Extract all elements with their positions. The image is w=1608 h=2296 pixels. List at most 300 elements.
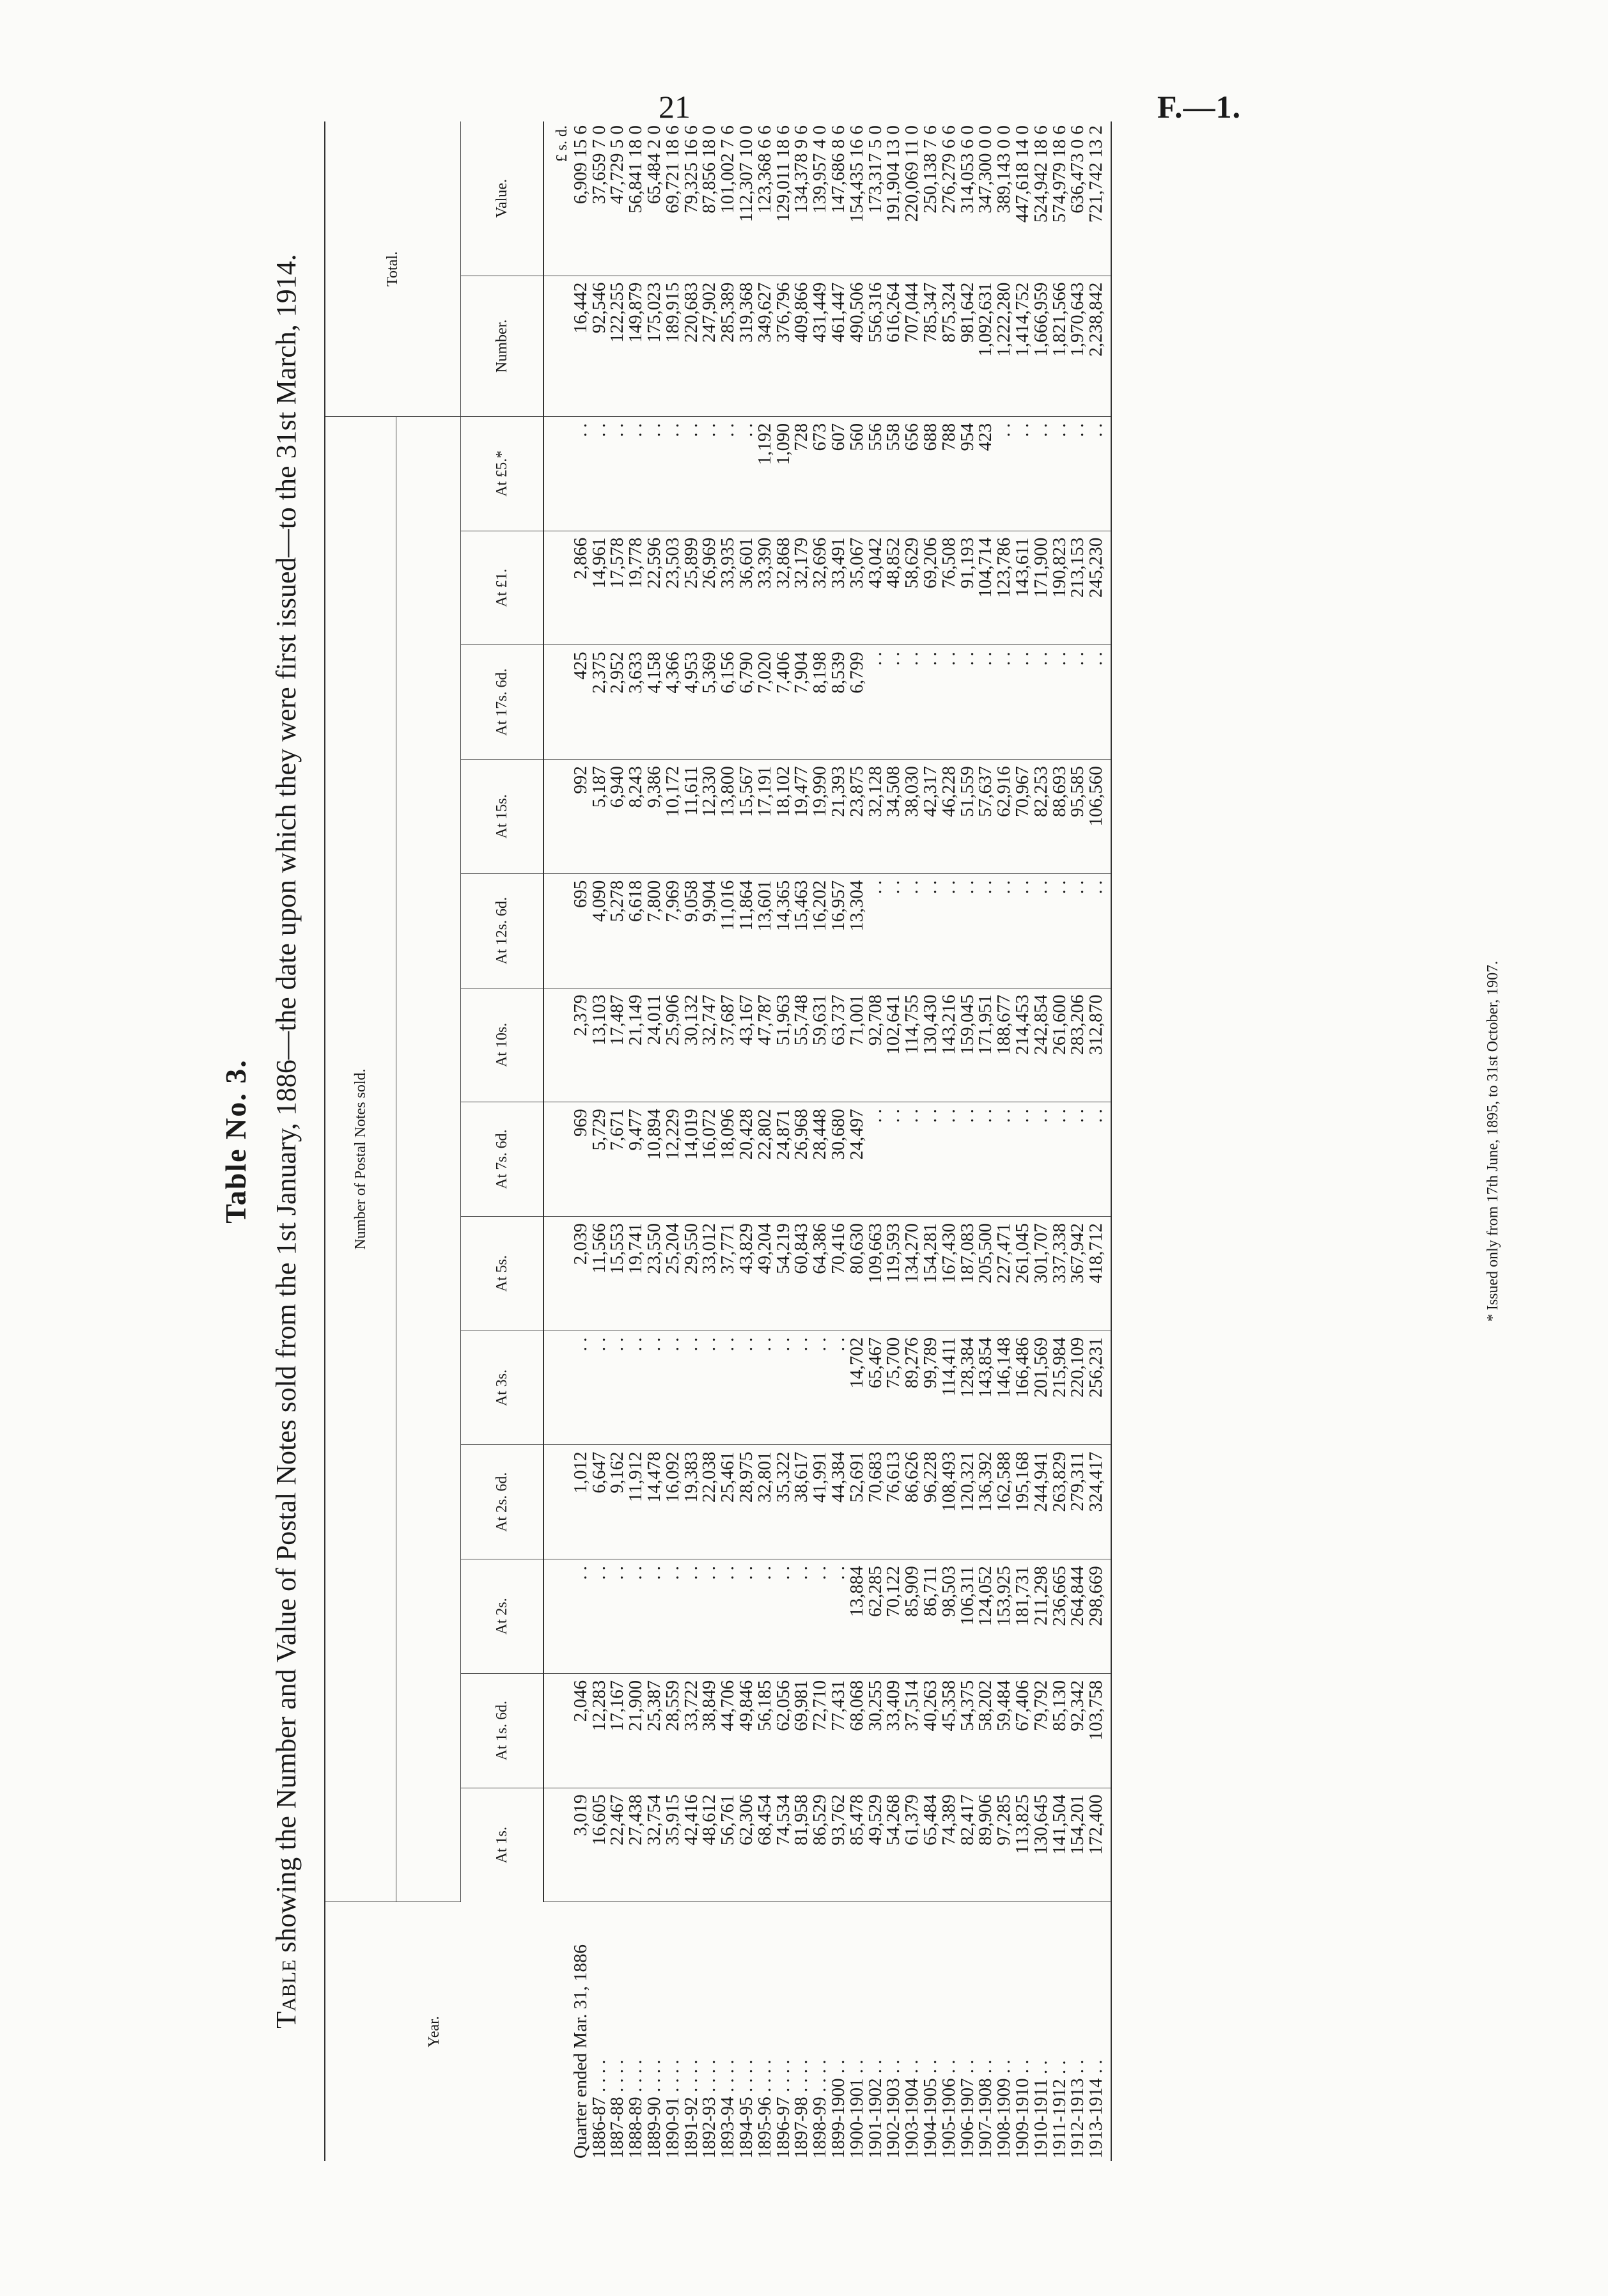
- count-cell: . .: [700, 1331, 719, 1445]
- count-cell: . .: [1032, 873, 1050, 988]
- count-cell: 68,454: [756, 1788, 774, 1902]
- count-cell: 28,975: [737, 1445, 756, 1559]
- count-cell: 143,216: [940, 988, 958, 1102]
- value-units: £ s. d.: [543, 121, 572, 276]
- count-cell: 969: [572, 1102, 590, 1217]
- count-cell: 175,023: [645, 276, 664, 416]
- count-cell: 211,298: [1032, 1559, 1050, 1674]
- count-cell: 607: [829, 416, 848, 531]
- table-row: [737, 121, 756, 2161]
- count-cell: 4,366: [664, 645, 682, 760]
- year-cell: Quarter ended Mar. 31, 1886: [570, 1944, 591, 2159]
- count-cell: 25,387: [645, 1673, 664, 1788]
- count-cell: . .: [1050, 416, 1069, 531]
- value-cell: 173,317 5 0: [866, 121, 885, 276]
- count-cell: . .: [608, 416, 627, 531]
- count-cell: 64,386: [811, 1216, 829, 1331]
- count-cell: . .: [995, 1102, 1013, 1217]
- count-cell: . .: [995, 416, 1013, 531]
- count-cell: 17,487: [608, 988, 627, 1102]
- count-cell: 77,431: [829, 1673, 848, 1788]
- count-cell: . .: [884, 873, 903, 988]
- count-cell: . .: [627, 1559, 645, 1674]
- count-cell: . .: [719, 416, 737, 531]
- count-cell: . .: [719, 1331, 737, 1445]
- table-row: [719, 121, 737, 2161]
- count-cell: 35,915: [664, 1788, 682, 1902]
- count-cell: 82,253: [1032, 760, 1050, 874]
- count-cell: 189,915: [664, 276, 682, 416]
- table-row: [682, 121, 701, 2161]
- count-cell: 7,020: [756, 645, 774, 760]
- col-header: At 2s.: [461, 1559, 544, 1674]
- count-cell: 9,904: [700, 873, 719, 988]
- count-cell: . .: [1087, 873, 1111, 988]
- year-cell: 1891-92 . . . .: [680, 2059, 701, 2159]
- count-cell: 104,714: [976, 531, 995, 645]
- count-cell: 93,762: [829, 1788, 848, 1902]
- year-cell: 1897-98 . . . .: [791, 2059, 812, 2159]
- count-cell: 409,866: [792, 276, 811, 416]
- count-cell: 20,428: [737, 1102, 756, 1217]
- count-cell: . .: [866, 645, 885, 760]
- col-header: At £5.*: [461, 416, 544, 531]
- count-cell: 12,330: [700, 760, 719, 874]
- count-cell: 6,790: [737, 645, 756, 760]
- table-row: [792, 121, 811, 2161]
- count-cell: 38,849: [700, 1673, 719, 1788]
- count-cell: . .: [903, 1102, 921, 1217]
- count-cell: 70,967: [1013, 760, 1032, 874]
- col-header: At 12s. 6d.: [461, 873, 544, 988]
- year-cell: 1898-99 . . . .: [809, 2059, 831, 2159]
- count-cell: 285,389: [719, 276, 737, 416]
- year-cell: 1889-90 . . . .: [643, 2059, 664, 2159]
- count-cell: 9,058: [682, 873, 701, 988]
- table-row: [572, 121, 590, 2161]
- table-caption: [270, 109, 302, 2174]
- value-cell: 389,143 0 0: [995, 121, 1013, 276]
- count-cell: . .: [682, 416, 701, 531]
- year-cell: 1910-1911 . .: [1030, 2060, 1051, 2159]
- count-cell: 89,906: [976, 1788, 995, 1902]
- count-cell: 1,092,631: [976, 276, 995, 416]
- col-header: At 10s.: [461, 988, 544, 1102]
- count-cell: 7,969: [664, 873, 682, 988]
- count-cell: 220,109: [1068, 1331, 1087, 1445]
- count-cell: 67,406: [1013, 1673, 1032, 1788]
- count-cell: 153,925: [995, 1559, 1013, 1674]
- count-cell: 41,991: [811, 1445, 829, 1559]
- count-cell: 1,821,566: [1050, 276, 1069, 416]
- count-cell: 44,706: [719, 1673, 737, 1788]
- count-cell: 134,270: [903, 1216, 921, 1331]
- count-cell: 560: [848, 416, 866, 531]
- count-cell: 187,083: [958, 1216, 977, 1331]
- count-cell: . .: [682, 1331, 701, 1445]
- count-cell: 69,981: [792, 1673, 811, 1788]
- count-cell: . .: [811, 1331, 829, 1445]
- count-cell: 875,324: [940, 276, 958, 416]
- count-cell: . .: [774, 1331, 793, 1445]
- count-cell: 17,167: [608, 1673, 627, 1788]
- count-cell: 8,243: [627, 760, 645, 874]
- count-cell: 24,011: [645, 988, 664, 1102]
- count-cell: 1,666,959: [1032, 276, 1050, 416]
- count-cell: 15,567: [737, 760, 756, 874]
- count-cell: 32,696: [811, 531, 829, 645]
- count-cell: 47,787: [756, 988, 774, 1102]
- value-cell: 524,942 18 6: [1032, 121, 1050, 276]
- col-header: At 2s. 6d.: [461, 1445, 544, 1559]
- count-cell: . .: [976, 1102, 995, 1217]
- count-cell: 45,358: [940, 1673, 958, 1788]
- count-cell: 28,559: [664, 1673, 682, 1788]
- count-cell: 12,283: [590, 1673, 609, 1788]
- caption-text: showing the Number and Value of Postal Notes sold from the 1st January, 1886—the date upon which they were first issued—to the 31st March, 1914.: [270, 254, 302, 1960]
- table-row: [884, 121, 903, 2161]
- count-cell: 461,447: [829, 276, 848, 416]
- value-cell: 314,053 6 0: [958, 121, 977, 276]
- count-cell: . .: [627, 1331, 645, 1445]
- col-header: At 1s. 6d.: [461, 1673, 544, 1788]
- count-cell: 81,958: [792, 1788, 811, 1902]
- count-cell: 19,741: [627, 1216, 645, 1331]
- count-cell: 236,665: [1050, 1559, 1069, 1674]
- count-cell: 195,168: [1013, 1445, 1032, 1559]
- count-cell: 71,001: [848, 988, 866, 1102]
- count-cell: 56,185: [756, 1673, 774, 1788]
- count-cell: 12,229: [664, 1102, 682, 1217]
- count-cell: 62,306: [737, 1788, 756, 1902]
- year-cell: 1901-1902 . .: [864, 2059, 886, 2159]
- count-cell: 85,909: [903, 1559, 921, 1674]
- table-row: [1013, 121, 1032, 2161]
- count-cell: 141,504: [1050, 1788, 1069, 1902]
- count-cell: 159,045: [958, 988, 977, 1102]
- count-cell: 149,879: [627, 276, 645, 416]
- count-cell: . .: [866, 873, 885, 988]
- year-cell: 1911-1912 . .: [1049, 2060, 1070, 2159]
- count-cell: 32,128: [866, 760, 885, 874]
- value-cell: 191,904 13 0: [884, 121, 903, 276]
- year-cell: 1906-1907 . .: [956, 2059, 978, 2159]
- count-cell: . .: [995, 873, 1013, 988]
- count-cell: 143,854: [976, 1331, 995, 1445]
- count-cell: . .: [1068, 1102, 1087, 1217]
- count-cell: 954: [958, 416, 977, 531]
- count-cell: 25,906: [664, 988, 682, 1102]
- count-cell: . .: [811, 1559, 829, 1674]
- count-cell: 76,508: [940, 531, 958, 645]
- year-cell: 1892-93 . . . .: [699, 2059, 720, 2159]
- count-cell: 256,231: [1087, 1331, 1111, 1445]
- table-row: [700, 121, 719, 2161]
- count-cell: 1,090: [774, 416, 793, 531]
- count-cell: 172,400: [1087, 1788, 1111, 1902]
- count-cell: 11,566: [590, 1216, 609, 1331]
- count-cell: 70,683: [866, 1445, 885, 1559]
- count-cell: 61,379: [903, 1788, 921, 1902]
- count-cell: 130,645: [1032, 1788, 1050, 1902]
- count-cell: . .: [1087, 416, 1111, 531]
- count-cell: 62,285: [866, 1559, 885, 1674]
- year-cell: 1902-1903 . .: [883, 2059, 904, 2159]
- col-header: At 3s.: [461, 1331, 544, 1445]
- count-cell: 431,449: [811, 276, 829, 416]
- count-cell: . .: [572, 1331, 590, 1445]
- count-cell: 49,204: [756, 1216, 774, 1331]
- count-cell: 14,961: [590, 531, 609, 645]
- count-cell: 65,484: [921, 1788, 940, 1902]
- count-cell: 49,846: [737, 1673, 756, 1788]
- count-cell: 1,012: [572, 1445, 590, 1559]
- count-cell: 22,038: [700, 1445, 719, 1559]
- table-row: [590, 121, 609, 2161]
- count-cell: . .: [976, 645, 995, 760]
- col-header: At 17s. 6d.: [461, 645, 544, 760]
- count-cell: . .: [1032, 1102, 1050, 1217]
- value-cell: 69,721 18 6: [664, 121, 682, 276]
- count-cell: 108,493: [940, 1445, 958, 1559]
- count-cell: 5,369: [700, 645, 719, 760]
- count-cell: 16,442: [572, 276, 590, 416]
- col-header: At 15s.: [461, 760, 544, 874]
- page-code: F.—1.: [1157, 89, 1241, 125]
- count-cell: 58,202: [976, 1673, 995, 1788]
- count-cell: 88,693: [1050, 760, 1069, 874]
- count-cell: 5,729: [590, 1102, 609, 1217]
- table-row: [866, 121, 885, 2161]
- count-cell: 6,647: [590, 1445, 609, 1559]
- count-cell: 54,268: [884, 1788, 903, 1902]
- count-cell: 49,529: [866, 1788, 885, 1902]
- count-cell: 301,707: [1032, 1216, 1050, 1331]
- count-cell: 102,641: [884, 988, 903, 1102]
- count-cell: . .: [995, 645, 1013, 760]
- count-cell: 33,935: [719, 531, 737, 645]
- value-cell: 112,307 10 0: [737, 121, 756, 276]
- count-cell: 14,702: [848, 1331, 866, 1445]
- count-cell: 1,192: [756, 416, 774, 531]
- count-cell: . .: [645, 1331, 664, 1445]
- count-cell: 556,316: [866, 276, 885, 416]
- count-cell: 242,854: [1032, 988, 1050, 1102]
- count-cell: 17,578: [608, 531, 627, 645]
- count-cell: 213,153: [1068, 531, 1087, 645]
- col-header: At 7s. 6d.: [461, 1102, 544, 1217]
- table-row: [940, 121, 958, 2161]
- year-cell: 1895-96 . . . .: [754, 2059, 775, 2159]
- count-cell: 18,096: [719, 1102, 737, 1217]
- count-cell: 154,201: [1068, 1788, 1087, 1902]
- year-cell: 1893-94 . . . .: [717, 2059, 738, 2159]
- count-cell: 42,416: [682, 1788, 701, 1902]
- value-cell: 447,618 14 0: [1013, 121, 1032, 276]
- count-cell: 6,799: [848, 645, 866, 760]
- count-cell: . .: [572, 1559, 590, 1674]
- count-cell: . .: [1087, 645, 1111, 760]
- count-cell: 43,829: [737, 1216, 756, 1331]
- count-cell: 25,461: [719, 1445, 737, 1559]
- total-number-header: Number.: [461, 276, 544, 416]
- count-cell: . .: [1013, 1102, 1032, 1217]
- value-cell: 87,856 18 0: [700, 121, 719, 276]
- count-cell: 58,629: [903, 531, 921, 645]
- footnote: * Issued only from 17th June, 1895, to 31st October, 1907.: [1485, 960, 1501, 1322]
- count-cell: . .: [590, 1331, 609, 1445]
- number-sold-header: Number of Postal Notes sold.: [325, 416, 396, 1902]
- count-cell: 190,823: [1050, 531, 1069, 645]
- count-cell: 97,285: [995, 1788, 1013, 1902]
- denomination-band: [396, 416, 461, 1902]
- count-cell: . .: [756, 1331, 774, 1445]
- count-cell: 96,228: [921, 1445, 940, 1559]
- count-cell: 33,012: [700, 1216, 719, 1331]
- count-cell: 261,045: [1013, 1216, 1032, 1331]
- count-cell: 245,230: [1087, 531, 1111, 645]
- count-cell: 1,414,752: [1013, 276, 1032, 416]
- table-row: [829, 121, 848, 2161]
- count-cell: 92,546: [590, 276, 609, 416]
- total-value-header: Value.: [461, 121, 544, 276]
- count-cell: 6,940: [608, 760, 627, 874]
- count-cell: 128,384: [958, 1331, 977, 1445]
- count-cell: 154,281: [921, 1216, 940, 1331]
- count-cell: . .: [608, 1559, 627, 1674]
- count-cell: 3,633: [627, 645, 645, 760]
- count-cell: 18,102: [774, 760, 793, 874]
- count-cell: . .: [1032, 645, 1050, 760]
- count-cell: 11,912: [627, 1445, 645, 1559]
- count-cell: 63,737: [829, 988, 848, 1102]
- count-cell: . .: [737, 1559, 756, 1674]
- year-cell: 1886-87 . . . .: [588, 2059, 609, 2159]
- count-cell: 95,585: [1068, 760, 1087, 874]
- count-cell: 349,627: [756, 276, 774, 416]
- count-cell: 143,611: [1013, 531, 1032, 645]
- count-cell: 556: [866, 416, 885, 531]
- count-cell: 2,379: [572, 988, 590, 1102]
- count-cell: 33,722: [682, 1673, 701, 1788]
- count-cell: . .: [627, 416, 645, 531]
- count-cell: 114,411: [940, 1331, 958, 1445]
- count-cell: 52,691: [848, 1445, 866, 1559]
- count-cell: 19,477: [792, 760, 811, 874]
- table-row: [903, 121, 921, 2161]
- count-cell: 33,390: [756, 531, 774, 645]
- count-cell: . .: [572, 416, 590, 531]
- year-cell: 1896-97 . . . .: [772, 2059, 793, 2159]
- table-row: [756, 121, 774, 2161]
- count-cell: 19,990: [811, 760, 829, 874]
- value-cell: 37,659 7 0: [590, 121, 609, 276]
- count-cell: . .: [940, 873, 958, 988]
- count-cell: . .: [792, 1559, 811, 1674]
- count-cell: . .: [700, 416, 719, 531]
- count-cell: 57,637: [976, 760, 995, 874]
- count-cell: 38,030: [903, 760, 921, 874]
- count-cell: 98,503: [940, 1559, 958, 1674]
- count-cell: 21,393: [829, 760, 848, 874]
- table-row: [921, 121, 940, 2161]
- rotated-table-page: [219, 109, 1608, 2174]
- count-cell: 55,748: [792, 988, 811, 1102]
- count-cell: . .: [792, 1331, 811, 1445]
- count-cell: 425: [572, 645, 590, 760]
- count-cell: 99,789: [921, 1331, 940, 1445]
- count-cell: 59,631: [811, 988, 829, 1102]
- count-cell: 51,963: [774, 988, 793, 1102]
- count-cell: 21,149: [627, 988, 645, 1102]
- count-cell: 37,687: [719, 988, 737, 1102]
- count-cell: 264,844: [1068, 1559, 1087, 1674]
- count-cell: . .: [903, 645, 921, 760]
- year-cell: 1912-1913 . .: [1067, 2059, 1088, 2159]
- count-cell: 992: [572, 760, 590, 874]
- count-cell: 205,500: [976, 1216, 995, 1331]
- count-cell: 30,255: [866, 1673, 885, 1788]
- count-cell: 85,130: [1050, 1673, 1069, 1788]
- count-cell: 86,529: [811, 1788, 829, 1902]
- count-cell: . .: [958, 1102, 977, 1217]
- count-cell: 15,463: [792, 873, 811, 988]
- count-cell: 1,970,643: [1068, 276, 1087, 416]
- count-cell: 16,957: [829, 873, 848, 988]
- count-cell: 37,514: [903, 1673, 921, 1788]
- value-cell: 220,069 11 0: [903, 121, 921, 276]
- count-cell: 19,383: [682, 1445, 701, 1559]
- value-cell: 636,473 0 6: [1068, 121, 1087, 276]
- count-cell: 13,103: [590, 988, 609, 1102]
- count-cell: . .: [737, 1331, 756, 1445]
- count-cell: 51,559: [958, 760, 977, 874]
- count-cell: . .: [1013, 645, 1032, 760]
- count-cell: 688: [921, 416, 940, 531]
- count-cell: 89,276: [903, 1331, 921, 1445]
- count-cell: 367,942: [1068, 1216, 1087, 1331]
- count-cell: 7,406: [774, 645, 793, 760]
- count-cell: 23,550: [645, 1216, 664, 1331]
- count-cell: 44,384: [829, 1445, 848, 1559]
- count-cell: 106,311: [958, 1559, 977, 1674]
- count-cell: 14,365: [774, 873, 793, 988]
- value-cell: 276,279 6 6: [940, 121, 958, 276]
- count-cell: 2,039: [572, 1216, 590, 1331]
- count-cell: 30,680: [829, 1102, 848, 1217]
- count-cell: 166,486: [1013, 1331, 1032, 1445]
- count-cell: 9,386: [645, 760, 664, 874]
- count-cell: . .: [921, 873, 940, 988]
- table-body: [543, 121, 1111, 2161]
- count-cell: 21,900: [627, 1673, 645, 1788]
- count-cell: 324,417: [1087, 1445, 1111, 1559]
- value-cell: 47,729 5 0: [608, 121, 627, 276]
- table-row: [627, 121, 645, 2161]
- count-cell: . .: [719, 1559, 737, 1674]
- count-cell: 2,375: [590, 645, 609, 760]
- count-cell: 86,711: [921, 1559, 940, 1674]
- count-cell: 13,884: [848, 1559, 866, 1674]
- count-cell: . .: [903, 873, 921, 988]
- count-cell: 227,471: [995, 1216, 1013, 1331]
- count-cell: 319,368: [737, 276, 756, 416]
- value-cell: 123,368 6 6: [756, 121, 774, 276]
- count-cell: 15,553: [608, 1216, 627, 1331]
- count-cell: 312,870: [1087, 988, 1111, 1102]
- count-cell: 120,321: [958, 1445, 977, 1559]
- year-cell: 1890-91 . . . .: [662, 2059, 683, 2159]
